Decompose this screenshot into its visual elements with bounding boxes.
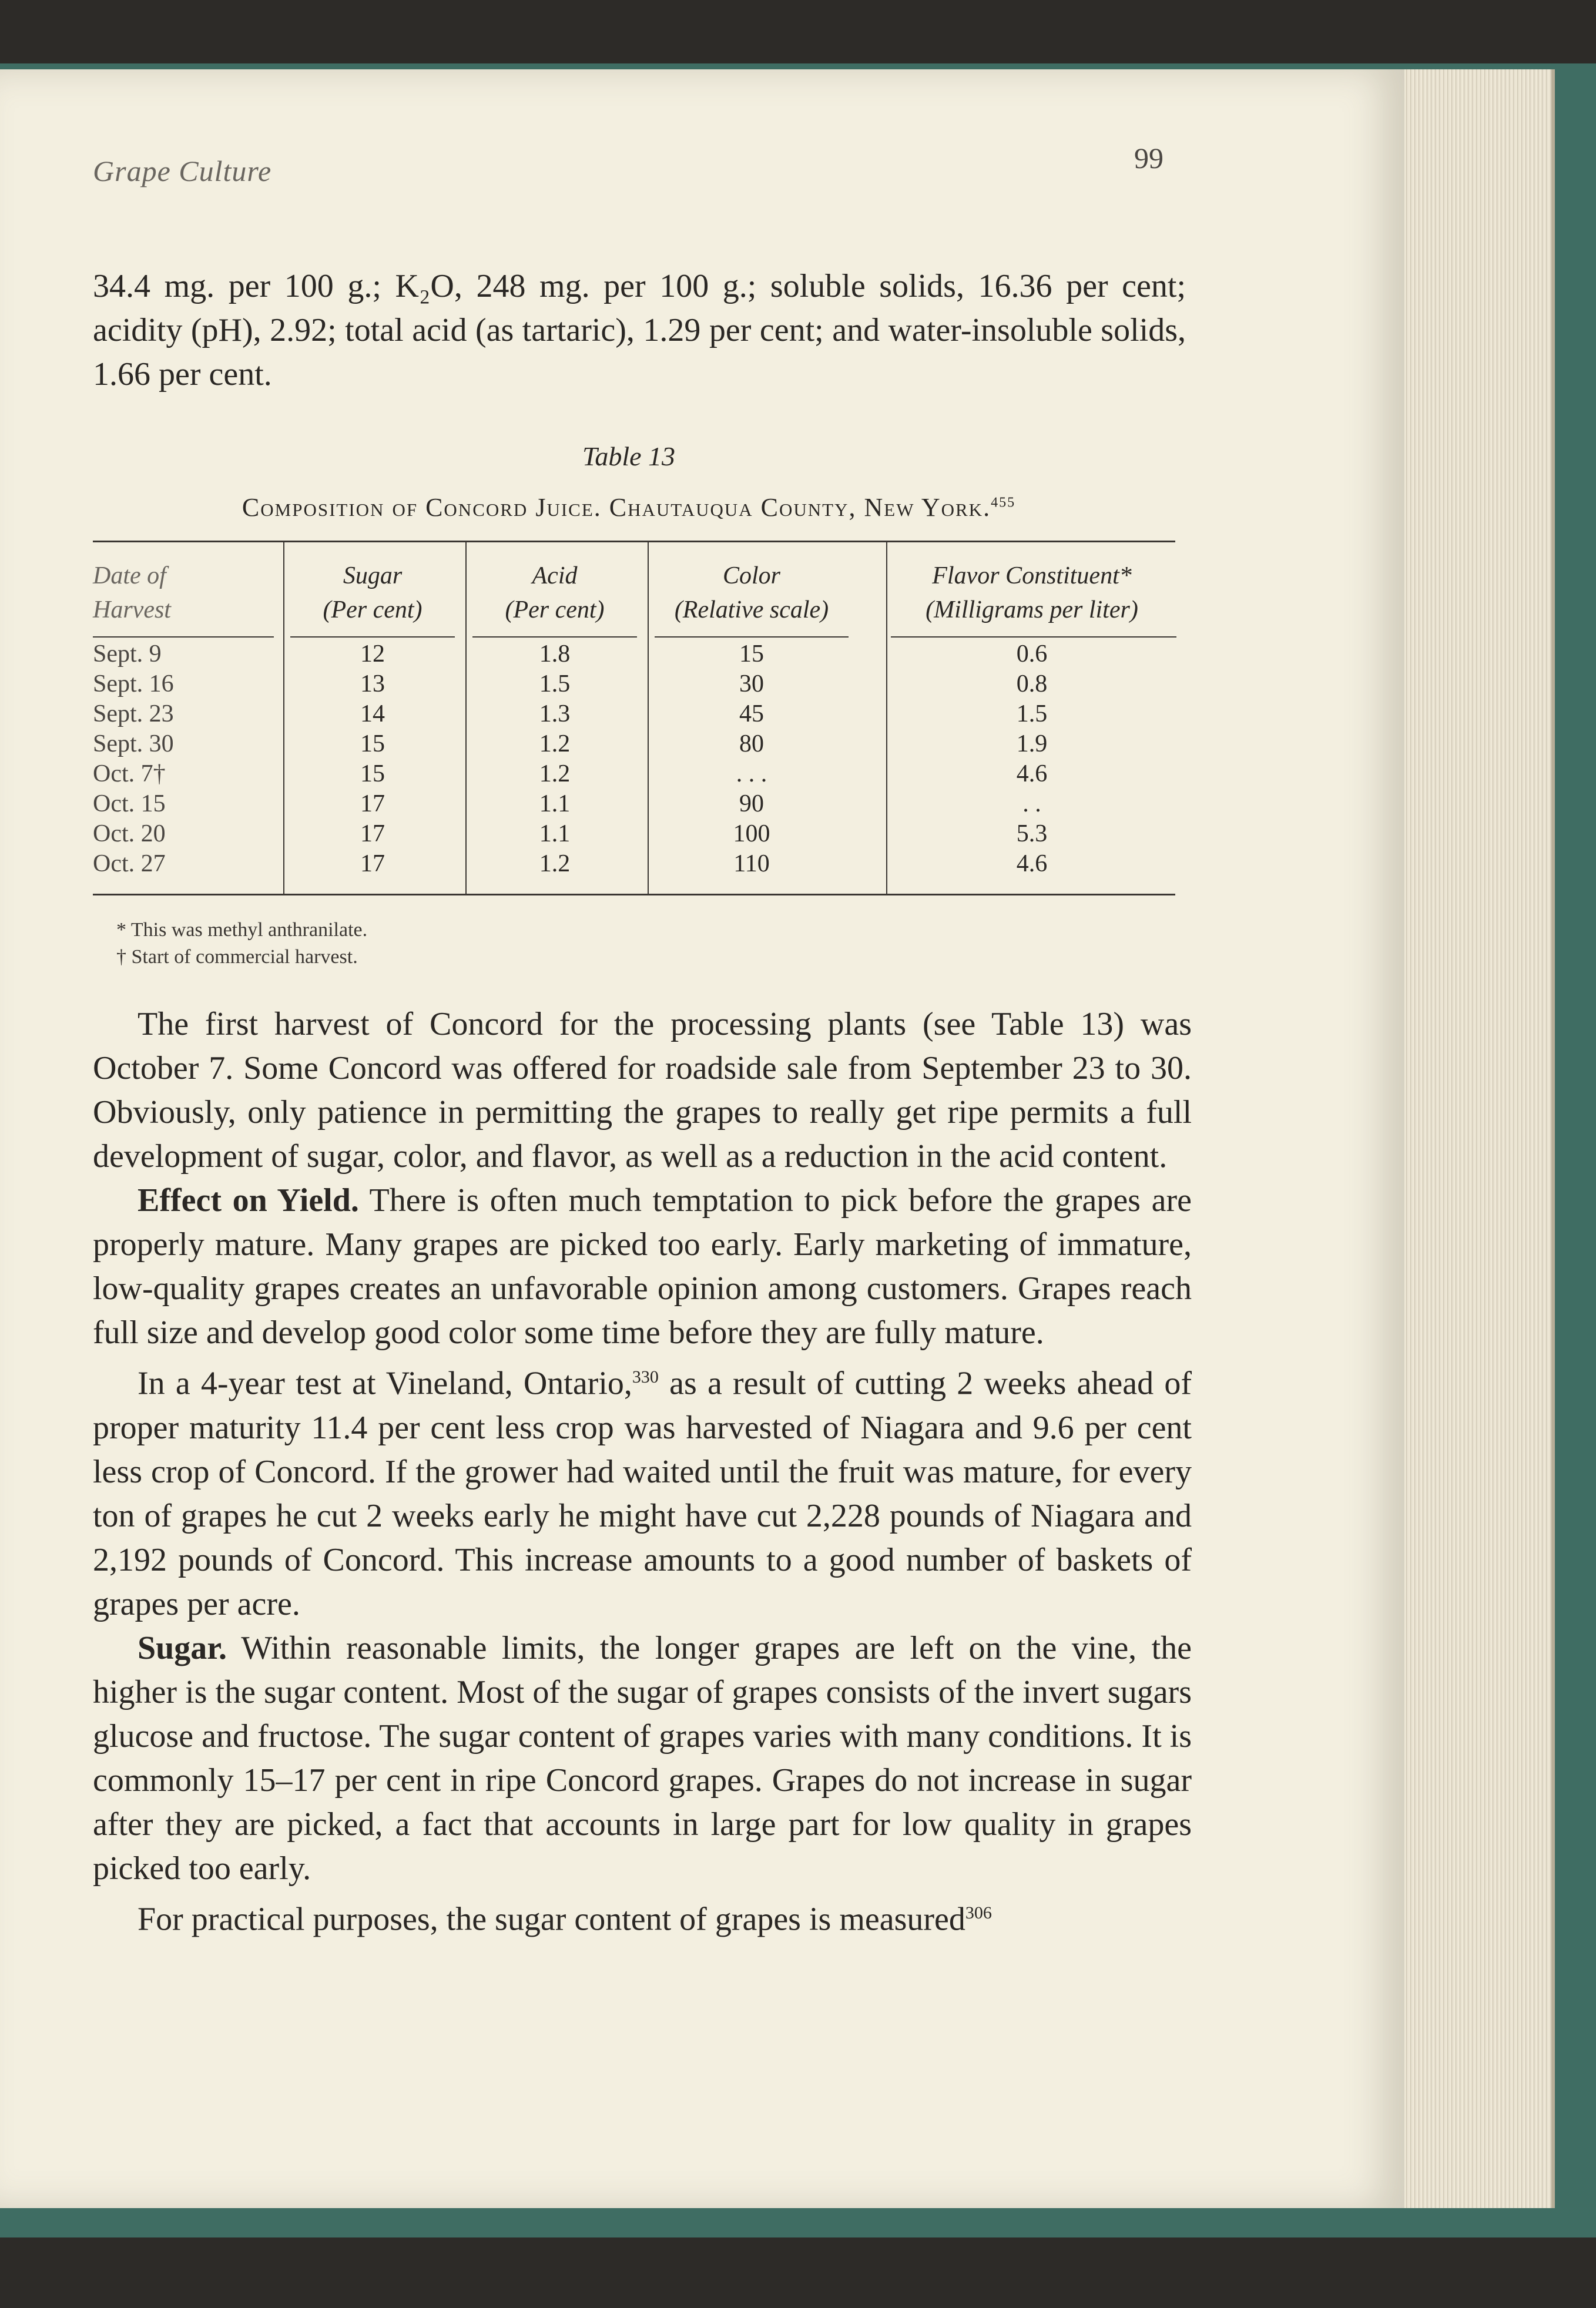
table-cell: Oct. 7† bbox=[93, 760, 166, 787]
header-rule bbox=[655, 636, 849, 638]
header-line2: (Relative scale) bbox=[674, 596, 829, 623]
column-header-color bbox=[649, 559, 854, 627]
table-cell: 1.1 bbox=[539, 820, 571, 847]
table-label: Table 13 bbox=[582, 441, 676, 471]
table-cell: 0.8 bbox=[1016, 670, 1048, 697]
table-cell: Sept. 23 bbox=[93, 700, 174, 727]
acid-cells bbox=[467, 639, 643, 879]
table-cell: 110 bbox=[733, 850, 770, 877]
table-cell: Oct. 20 bbox=[93, 820, 166, 847]
reference-number: 330 bbox=[632, 1367, 659, 1387]
header-line1: Acid bbox=[532, 562, 578, 589]
table-cell: 30 bbox=[739, 670, 764, 697]
intro-paragraph: 34.4 mg. per 100 g.; K₂O, 248 mg. per 100 g.; soluble solids, 16.36 per cent; acidity (pH), 2.92; total acid (as tartaric), 1.29 per cent; and water-insoluble solids, 1.66 per cent. bbox=[93, 268, 1186, 393]
table-cell: 12 bbox=[360, 640, 385, 667]
header-rule bbox=[472, 636, 637, 638]
column-header-sugar bbox=[284, 559, 461, 627]
table-cell: 90 bbox=[739, 790, 764, 817]
sugar-cells bbox=[284, 639, 461, 879]
table-footnotes bbox=[116, 917, 367, 971]
header-line1: Color bbox=[722, 562, 781, 589]
color-cells bbox=[649, 639, 854, 879]
table-cell: 4.6 bbox=[1016, 850, 1048, 877]
table-cell: 80 bbox=[739, 730, 764, 757]
table-cell: Sept. 30 bbox=[93, 730, 174, 757]
header-line2: (Per cent) bbox=[505, 596, 605, 623]
table-cell: 15 bbox=[360, 760, 385, 787]
table-cell: 1.3 bbox=[539, 700, 571, 727]
running-title: Grape Culture bbox=[93, 155, 272, 187]
table-cell: 1.9 bbox=[1016, 730, 1048, 757]
table-title bbox=[0, 492, 1258, 522]
column-flavor bbox=[886, 542, 1176, 894]
header-rule bbox=[891, 636, 1176, 638]
flavor-cells bbox=[887, 639, 1176, 879]
paragraph-effect-on-yield bbox=[93, 1179, 1192, 1355]
body-text bbox=[93, 1002, 1192, 1941]
header-line1: Sugar bbox=[343, 562, 403, 589]
header-line2: (Milligrams per liter) bbox=[926, 596, 1138, 623]
table-cell: . . bbox=[1022, 790, 1041, 817]
table-cell: 100 bbox=[733, 820, 770, 847]
section-heading-sugar: Sugar. bbox=[138, 1629, 227, 1666]
table-cell: . . . bbox=[736, 760, 767, 787]
table-cell: 1.5 bbox=[1016, 700, 1048, 727]
table-cell: 15 bbox=[739, 640, 764, 667]
date-cells bbox=[93, 639, 274, 879]
table-cell: 0.6 bbox=[1016, 640, 1048, 667]
header-line1: Date of bbox=[93, 562, 166, 589]
table-cell: 4.6 bbox=[1016, 760, 1048, 787]
column-header-acid bbox=[467, 559, 643, 627]
table-cell: 1.8 bbox=[539, 640, 571, 667]
table-cell: 45 bbox=[739, 700, 764, 727]
header-rule bbox=[290, 636, 455, 638]
table-cell: 17 bbox=[360, 790, 385, 817]
column-header-date bbox=[93, 559, 274, 627]
table-cell: Oct. 15 bbox=[93, 790, 166, 817]
section-heading-yield: Effect on Yield. bbox=[138, 1182, 359, 1219]
data-table bbox=[93, 541, 1175, 895]
paragraph-text: In a 4-year test at Vineland, Ontario, bbox=[138, 1365, 632, 1402]
paragraph-text: For practical purposes, the sugar content of grapes is measured bbox=[138, 1901, 965, 1938]
header-rule bbox=[93, 636, 274, 638]
paragraph-sugar bbox=[93, 1626, 1192, 1891]
table-cell: 1.1 bbox=[539, 790, 571, 817]
column-sugar bbox=[283, 542, 461, 894]
table-title-text: Composition of Concord Juice. Chautauqua County, New York. bbox=[242, 493, 991, 522]
column-date bbox=[93, 542, 274, 894]
table-cell: Oct. 27 bbox=[93, 850, 166, 877]
table-cell: Sept. 9 bbox=[93, 640, 162, 667]
paragraph-vineland-test bbox=[93, 1355, 1192, 1626]
paragraph-text: as a result of cutting 2 weeks ahead of proper maturity 11.4 per cent less crop was harvested of Niagara and 9.6 per cent less crop of Concord. If the grower had waited until the fruit was mature, for every ton of grapes he cut 2 weeks early he might have cut 2,228 pounds of Niagara and 2,192 pounds of Concord. This increase amounts to a good number of baskets of grapes per acre. bbox=[93, 1365, 1192, 1622]
table-cell: 5.3 bbox=[1016, 820, 1048, 847]
footnote-asterisk: * This was methyl anthranilate. bbox=[116, 919, 368, 941]
column-header-flavor bbox=[887, 559, 1176, 627]
reference-number: 306 bbox=[965, 1903, 992, 1923]
table-cell: 1.2 bbox=[539, 850, 571, 877]
paragraph-practical-purposes bbox=[93, 1891, 1192, 1942]
footnote-dagger: † Start of commercial harvest. bbox=[116, 946, 358, 968]
table-title-reference: 455 bbox=[991, 495, 1016, 511]
paragraph-text: Within reasonable limits, the longer grapes are left on the vine, the higher is the sugar content. Most of the sugar of grapes consists of the invert sugars glucose and fructose. The sugar content of grapes varies with many conditions. It is commonly 15–17 per cent in ripe Concord grapes. Grapes do not increase in sugar after they are picked, a fact that accounts in large part for low quality in grapes picked too early. bbox=[93, 1629, 1192, 1887]
table-cell: 1.2 bbox=[539, 730, 571, 757]
table-cell: 15 bbox=[360, 730, 385, 757]
paragraph-first-harvest: The first harvest of Concord for the processing plants (see Table 13) was October 7. Some Concord was offered for roadside sale from September 23 to 30. Obviously, only patience in permitting the grapes to really get ripe permits a full development of sugar, color, and flavor, as well as a reduction in the acid content. bbox=[93, 1006, 1192, 1175]
column-color bbox=[648, 542, 854, 894]
page-number: 99 bbox=[1134, 142, 1164, 175]
table-cell: 17 bbox=[360, 820, 385, 847]
paragraph-text: There is often much temptation to pick before the grapes are properly mature. Many grapes are picked too early. Early marketing of immature, low-quality grapes creates an unfavorable opinion among customers. Grapes reach full size and develop good color some time before they are fully mature. bbox=[93, 1182, 1192, 1351]
header-line2: (Per cent) bbox=[323, 596, 423, 623]
column-acid bbox=[465, 542, 643, 894]
header-line2: Harvest bbox=[93, 596, 171, 623]
table-cell: 1.5 bbox=[539, 670, 571, 697]
table-cell: 14 bbox=[360, 700, 385, 727]
table-cell: 17 bbox=[360, 850, 385, 877]
header-line1: Flavor Constituent* bbox=[932, 562, 1132, 589]
table-cell: 1.2 bbox=[539, 760, 571, 787]
table-cell: 13 bbox=[360, 670, 385, 697]
table-cell: Sept. 16 bbox=[93, 670, 174, 697]
